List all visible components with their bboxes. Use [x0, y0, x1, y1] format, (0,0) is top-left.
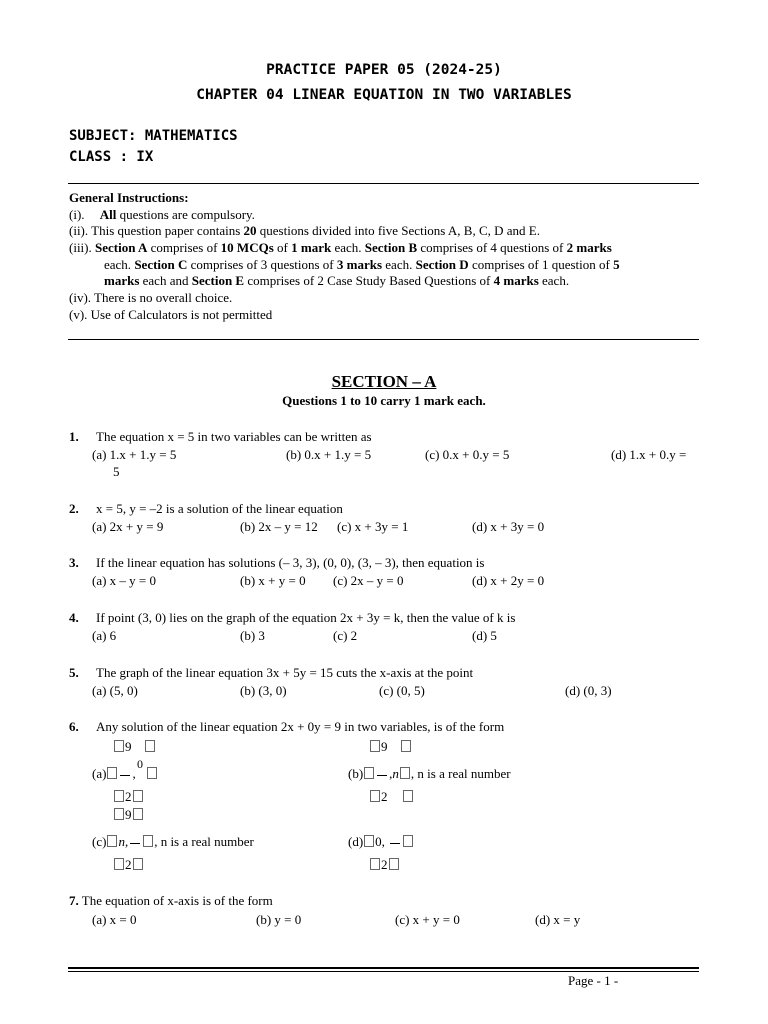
t: each and — [139, 273, 192, 288]
q7-option-a: (a) x = 0 — [92, 912, 137, 927]
divider-mid — [68, 339, 699, 340]
question-text: The equation of x-axis is of the form — [81, 893, 273, 908]
q5-option-b: (b) (3, 0) — [240, 683, 287, 698]
q2-option-c: (c) x + 3y = 1 — [337, 519, 409, 534]
t: each. — [104, 257, 135, 272]
q6c-row1 — [113, 807, 144, 823]
q3-option-a: (a) x – y = 0 — [92, 573, 157, 588]
subject-line: SUBJECT: MATHEMATICS — [69, 128, 238, 144]
option-label: (d) — [348, 834, 364, 849]
q2-option-a: (a) 2x + y = 9 — [92, 519, 164, 534]
q6a-row3 — [113, 789, 144, 805]
question-text: Any solution of the linear equation 2x + 0y = 9 in two variables, is of the form — [96, 719, 505, 734]
question-text: The equation x = 5 in two variables can be written as — [96, 429, 372, 444]
divider-top — [68, 183, 699, 184]
question-2 — [69, 501, 343, 517]
t: 4 marks — [493, 273, 539, 288]
q4-option-d: (d) 5 — [472, 628, 497, 643]
question-number: 7. — [69, 893, 79, 908]
question-number: 5. — [69, 665, 79, 680]
q5-option-c: (c) (0, 5) — [379, 683, 425, 698]
variable-n: n — [118, 834, 125, 849]
instruction-ii-bold: 20 — [243, 223, 257, 238]
q6a-zero: 0 — [137, 757, 143, 771]
q2-option-b: (b) 2x – y = 12 — [240, 519, 318, 534]
q6b-row2 — [348, 766, 511, 782]
q3-option-b: (b) x + y = 0 — [240, 573, 306, 588]
fraction-bar — [120, 775, 130, 776]
missing-glyph-icon — [114, 808, 124, 820]
fraction-bar — [377, 775, 387, 776]
q6b-row3 — [369, 789, 414, 805]
option-label: (a) — [92, 766, 107, 781]
question-text: If point (3, 0) lies on the graph of the equation 2x + 3y = k, then the value of k is — [96, 610, 516, 625]
question-text: The graph of the linear equation 3x + 5y = 15 cuts the x-axis at the point — [96, 665, 474, 680]
fraction-bar — [130, 843, 140, 844]
frac-numerator: 9 — [381, 739, 388, 754]
q6a-row2 — [92, 766, 158, 782]
instruction-iv: (iv). There is no overall choice. — [69, 290, 233, 305]
t: comprises of 2 Case Study Based Questions of — [244, 273, 494, 288]
missing-glyph-icon — [145, 740, 155, 752]
t: comprises of 4 questions of — [417, 240, 567, 255]
t: each. — [382, 257, 416, 272]
comma: , — [132, 766, 136, 781]
missing-glyph-icon — [114, 790, 124, 802]
t: 5 — [613, 257, 620, 272]
t: of — [273, 240, 292, 255]
q3-option-c: (c) 2x – y = 0 — [333, 573, 404, 588]
q4-option-b: (b) 3 — [240, 628, 265, 643]
question-3 — [69, 555, 484, 571]
real-number-text: , n is a real number — [154, 834, 254, 849]
question-text: x = 5, y = –2 is a solution of the linear equation — [96, 501, 343, 516]
frac-denominator: 2 — [125, 789, 132, 804]
missing-glyph-icon — [147, 767, 157, 779]
frac-numerator: 9 — [125, 807, 132, 822]
class-line: CLASS : IX — [69, 149, 154, 165]
q5-option-a: (a) (5, 0) — [92, 683, 138, 698]
question-4 — [69, 610, 515, 626]
q1-option-d-cont: 5 — [113, 464, 120, 479]
q1-option-b: (b) 0.x + 1.y = 5 — [286, 447, 372, 462]
t: comprises of 3 questions of — [187, 257, 337, 272]
t: 2 marks — [566, 240, 612, 255]
t: Section A — [95, 240, 148, 255]
missing-glyph-icon — [389, 858, 399, 870]
frac-denominator: 2 — [381, 789, 388, 804]
t: comprises of 1 question of — [468, 257, 614, 272]
instruction-ii-a: (ii). This question paper contains — [69, 223, 244, 238]
real-number-text: , n is a real number — [410, 766, 511, 781]
q7-option-d: (d) x = y — [535, 912, 581, 927]
section-title: SECTION – A — [331, 372, 437, 391]
missing-glyph-icon — [143, 835, 153, 847]
t: Section B — [364, 240, 418, 255]
question-6 — [69, 719, 504, 735]
question-7 — [69, 893, 273, 909]
paper-title: PRACTICE PAPER 05 (2024-25) — [266, 62, 502, 78]
q1-option-a: (a) 1.x + 1.y = 5 — [92, 447, 177, 462]
q4-option-a: (a) 6 — [92, 628, 117, 643]
t: Section C — [134, 257, 188, 272]
comma: , — [381, 834, 385, 849]
missing-glyph-icon — [107, 767, 117, 779]
question-number: 4. — [69, 610, 79, 625]
question-number: 6. — [69, 719, 79, 734]
question-1 — [69, 429, 372, 445]
t: Section D — [415, 257, 469, 272]
missing-glyph-icon — [133, 790, 143, 802]
q7-option-c: (c) x + y = 0 — [395, 912, 460, 927]
comma: , — [389, 766, 393, 781]
q1-option-d: (d) 1.x + 0.y = — [611, 447, 687, 462]
instruction-iii-line1 — [69, 239, 612, 256]
instruction-i-text: questions are compulsory. — [116, 207, 255, 222]
instruction-iii-line3 — [104, 272, 569, 289]
t: 10 MCQs — [220, 240, 274, 255]
q6c-row2 — [92, 834, 254, 850]
missing-glyph-icon — [133, 858, 143, 870]
instruction-v: (v). Use of Calculators is not permitted — [69, 307, 273, 322]
missing-glyph-icon — [403, 790, 413, 802]
q6b-row1 — [369, 739, 412, 755]
t: Section E — [191, 273, 245, 288]
instruction-i — [69, 206, 255, 223]
t: 1 mark — [291, 240, 332, 255]
q7-option-b: (b) y = 0 — [256, 912, 302, 927]
q5-option-d: (d) (0, 3) — [565, 683, 612, 698]
missing-glyph-icon — [364, 767, 374, 779]
instruction-iii-line2 — [104, 256, 620, 273]
q6a-row1 — [113, 739, 156, 755]
q6d-row2 — [348, 834, 414, 850]
question-number: 3. — [69, 555, 79, 570]
q6c-row3 — [113, 857, 144, 873]
instruction-ii — [69, 222, 540, 239]
q2-option-d: (d) x + 3y = 0 — [472, 519, 545, 534]
footer-rule-thick — [68, 967, 699, 969]
frac-denominator: 2 — [125, 857, 132, 872]
t: (iii). — [69, 240, 95, 255]
variable-n: n — [392, 766, 399, 781]
q4-option-c: (c) 2 — [333, 628, 358, 643]
missing-glyph-icon — [364, 835, 374, 847]
page-number: Page - 1 - — [568, 973, 619, 988]
frac-numerator: 9 — [125, 739, 132, 754]
t: comprises of — [147, 240, 221, 255]
option-label: (b) — [348, 766, 364, 781]
q1-option-c: (c) 0.x + 0.y = 5 — [425, 447, 510, 462]
missing-glyph-icon — [370, 858, 380, 870]
footer-rule-thin — [68, 971, 699, 972]
question-text: If the linear equation has solutions (– 3, 3), (0, 0), (3, – 3), then equation is — [96, 555, 485, 570]
question-number: 2. — [69, 501, 79, 516]
question-number: 1. — [69, 429, 79, 444]
question-5 — [69, 665, 473, 681]
option-label: (c) — [92, 834, 107, 849]
missing-glyph-icon — [107, 835, 117, 847]
section-subtitle: Questions 1 to 10 carry 1 mark each. — [282, 393, 486, 408]
t: each. — [331, 240, 365, 255]
instruction-i-bold: All — [99, 207, 117, 222]
comma: , — [124, 834, 129, 849]
missing-glyph-icon — [400, 767, 410, 779]
instruction-ii-b: questions divided into five Sections A, B, C, D and E. — [256, 223, 540, 238]
missing-glyph-icon — [114, 858, 124, 870]
frac-denominator: 2 — [381, 857, 388, 872]
t: marks — [104, 273, 140, 288]
instruction-i-label: (i). — [69, 207, 85, 222]
missing-glyph-icon — [370, 790, 380, 802]
missing-glyph-icon — [403, 835, 413, 847]
missing-glyph-icon — [401, 740, 411, 752]
missing-glyph-icon — [370, 740, 380, 752]
instructions-heading: General Instructions: — [69, 190, 189, 205]
q6d-row3 — [369, 857, 400, 873]
chapter-title: CHAPTER 04 LINEAR EQUATION IN TWO VARIABLES — [196, 87, 572, 103]
t: 3 marks — [336, 257, 383, 272]
missing-glyph-icon — [114, 740, 124, 752]
zero: 0 — [375, 834, 382, 849]
missing-glyph-icon — [133, 808, 143, 820]
fraction-bar — [390, 843, 400, 844]
q3-option-d: (d) x + 2y = 0 — [472, 573, 545, 588]
t: each. — [538, 273, 570, 288]
